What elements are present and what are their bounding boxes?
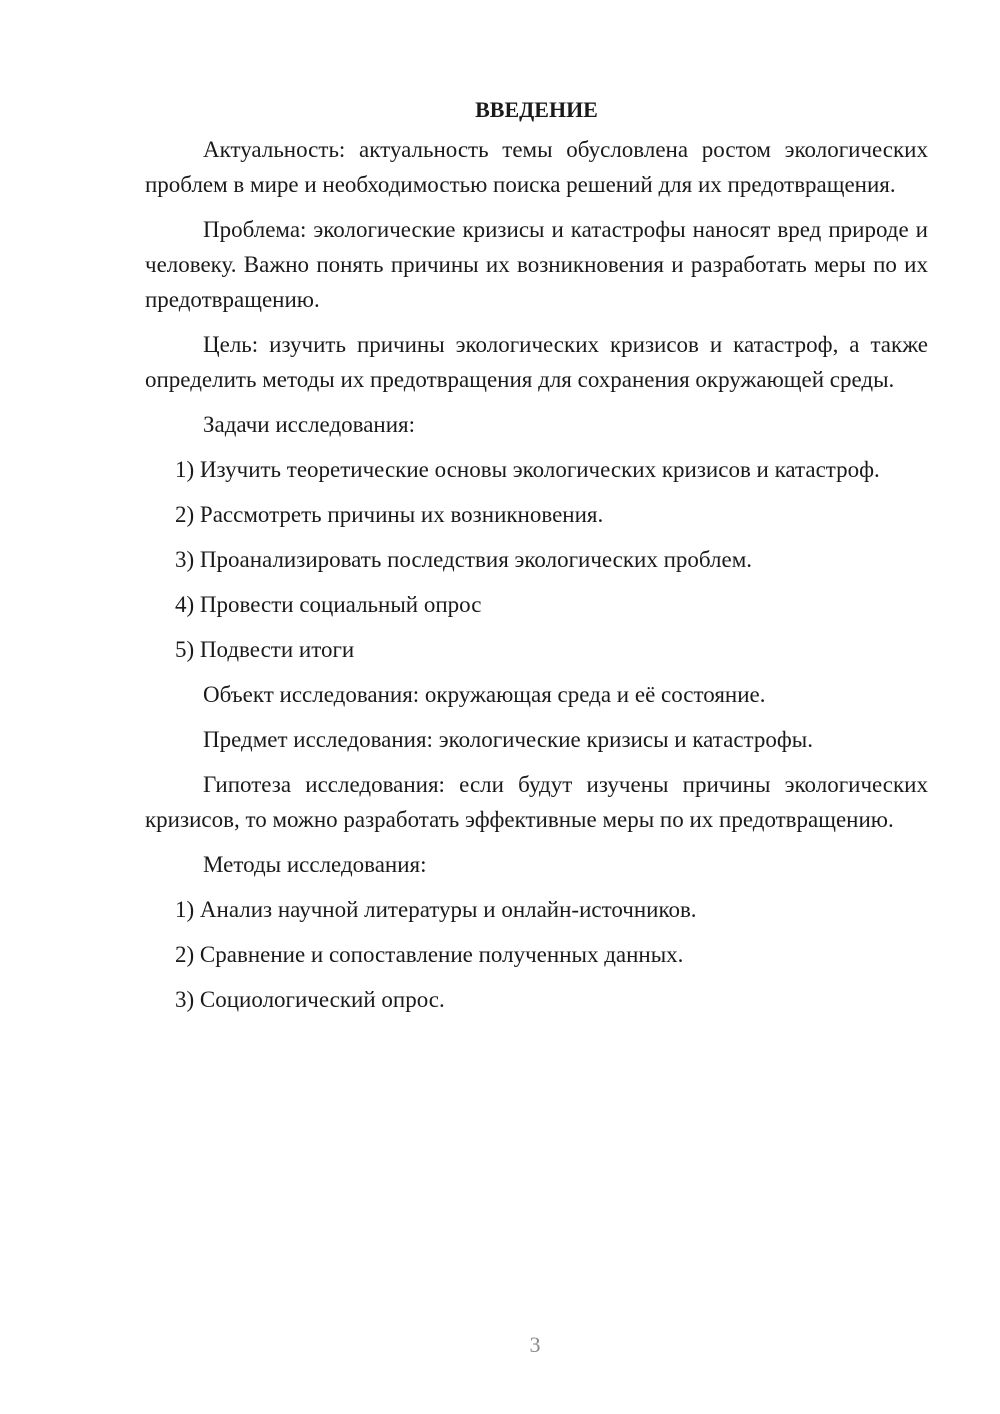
paragraph-subject: Предмет исследования: экологические кризисы и катастрофы.	[203, 727, 813, 752]
paragraph-methods-heading: Методы исследования:	[203, 852, 427, 877]
paragraph-problem: Проблема: экологические кризисы и катастрофы наносят вред природе и человеку. Важно понять причины их возникновения и разработать меры по их предотвращению.	[145, 217, 928, 312]
list-item: 1) Изучить теоретические основы экологических кризисов и катастроф.	[175, 457, 880, 482]
section-title: ВВЕДЕНИЕ	[475, 97, 598, 122]
list-item: 1) Анализ научной литературы и онлайн-источников.	[175, 897, 697, 922]
list-item: 5) Подвести итоги	[175, 637, 355, 662]
paragraph-relevance: Актуальность: актуальность темы обусловлена ростом экологических проблем в мире и необходимостью поиска решений для их предотвращения.	[145, 137, 928, 197]
list-item: 4) Провести социальный опрос	[175, 592, 482, 617]
list-item: 2) Рассмотреть причины их возникновения.	[175, 502, 604, 527]
paragraph-goal: Цель: изучить причины экологических кризисов и катастроф, а также определить методы их предотвращения для сохранения окружающей среды.	[145, 332, 928, 392]
list-item: 3) Социологический опрос.	[175, 987, 445, 1012]
list-item: 2) Сравнение и сопоставление полученных данных.	[175, 942, 684, 967]
paragraph-tasks-heading: Задачи исследования:	[203, 412, 416, 437]
paragraph-object: Объект исследования: окружающая среда и её состояние.	[203, 682, 766, 707]
page-number: 3	[529, 1332, 541, 1357]
page-content	[145, 90, 928, 1027]
list-item: 3) Проанализировать последствия экологических проблем.	[175, 547, 753, 572]
paragraph-hypothesis: Гипотеза исследования: если будут изучены причины экологических кризисов, то можно разработать эффективные меры по их предотвращению.	[145, 772, 928, 832]
